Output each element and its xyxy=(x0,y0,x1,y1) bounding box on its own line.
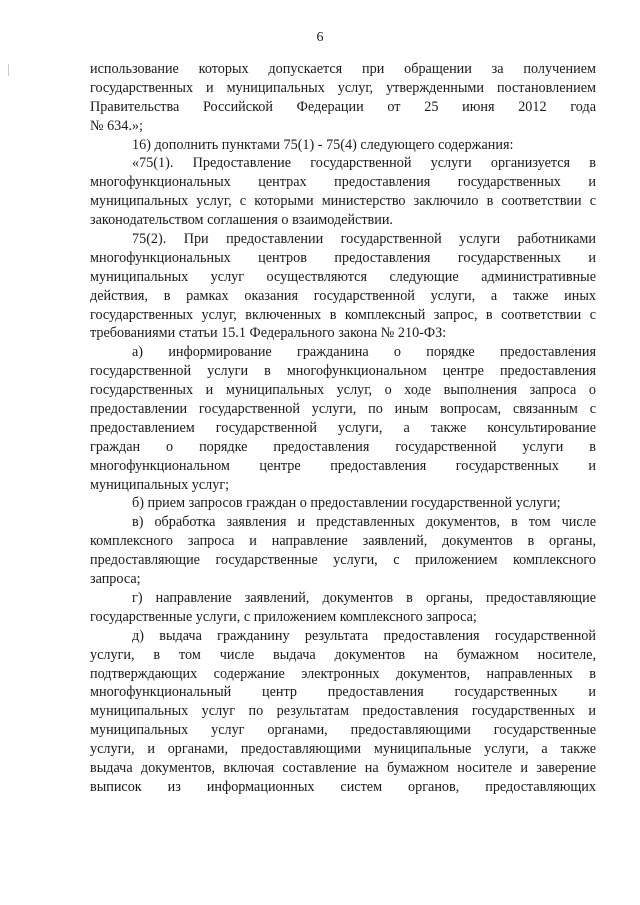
text-line: муниципальных услуг осуществляются следующие административные xyxy=(90,268,596,285)
margin-mark xyxy=(8,64,9,76)
text-line: многофункциональном центре предоставления государственных и xyxy=(90,457,596,474)
document-body xyxy=(90,60,596,797)
text-line: комплексного запроса и направление заявлений, документов в органы, xyxy=(90,533,596,550)
text-line: а) информирование гражданина о порядке предоставления xyxy=(132,344,596,361)
text-line: муниципальных услуг по результатам предоставления государственных и xyxy=(90,703,596,720)
text-line: «75(1). Предоставление государственной услуги организуется в xyxy=(132,155,596,172)
text-line: в) обработка заявления и представленных документов, в том числе xyxy=(132,514,596,531)
text-line: предоставлением государственной услуги, а также консультирование xyxy=(90,419,596,436)
text-line: г) направление заявлений, документов в органы, предоставляющие xyxy=(132,589,596,606)
text-line: 16) дополнить пунктами 75(1) - 75(4) следующего содержания: xyxy=(132,136,514,153)
text-line: граждан о порядке предоставления государственной услуги в xyxy=(90,438,596,455)
text-line: государственных услуг, включенных в комплексный запрос, в соответствии с xyxy=(90,306,596,323)
text-line: услуги, в том числе выдача документов на бумажном носителе, xyxy=(90,646,596,663)
text-line: муниципальных услуг органами, предоставляющими государственные xyxy=(90,722,596,739)
text-line: выписок из информационных систем органов, предоставляющих xyxy=(90,778,596,795)
text-line: выдача документов, включая составление на бумажном носителе и заверение xyxy=(90,759,596,776)
text-line: № 634.»; xyxy=(90,117,143,134)
text-line: государственные услуги, с приложением комплексного запроса; xyxy=(90,608,477,625)
page-number: 6 xyxy=(316,30,324,45)
text-line: использование которых допускается при обращении за получением xyxy=(90,61,596,77)
text-line: требованиями статьи 15.1 Федерального закона № 210-ФЗ: xyxy=(90,325,447,342)
text-line: многофункциональный центр предоставления государственных и xyxy=(90,684,596,701)
text-line: предоставляющие государственные услуги, с приложением комплексного xyxy=(90,552,596,569)
text-line: многофункциональных центров предоставления государственных и xyxy=(90,249,596,266)
text-line: многофункциональных центрах предоставления государственных и xyxy=(90,174,596,191)
text-line: 75(2). При предоставлении государственной услуги работниками xyxy=(132,231,596,248)
text-line: подтверждающих содержание электронных документов, направленных в xyxy=(90,665,596,682)
text-line: законодательством соглашения о взаимодействии. xyxy=(90,212,393,229)
text-line: действия, в рамках оказания государственной услуги, а также иных xyxy=(90,287,596,304)
text-line: запроса; xyxy=(90,571,141,588)
text-line: услуги, и органами, предоставляющими муниципальные услуги, а также xyxy=(90,741,596,758)
text-line: б) прием запросов граждан о предоставлении государственной услуги; xyxy=(132,495,561,512)
text-line: предоставлении государственной услуги, по иным вопросам, связанным с xyxy=(90,401,596,418)
text-line: муниципальных услуг, с которыми министерство заключило в соответствии с xyxy=(90,193,596,210)
text-line: Правительства Российской Федерации от 25 июня 2012 года xyxy=(90,98,596,115)
text-line: государственных и муниципальных услуг, утвержденными постановлением xyxy=(90,79,596,96)
text-line: д) выдача гражданину результата предоставления государственной xyxy=(132,627,596,644)
text-line: государственных и муниципальных услуг, о ходе выполнения запроса о xyxy=(90,382,596,399)
text-line: муниципальных услуг; xyxy=(90,476,230,493)
text-line: государственной услуги в многофункциональном центре предоставления xyxy=(90,363,596,380)
